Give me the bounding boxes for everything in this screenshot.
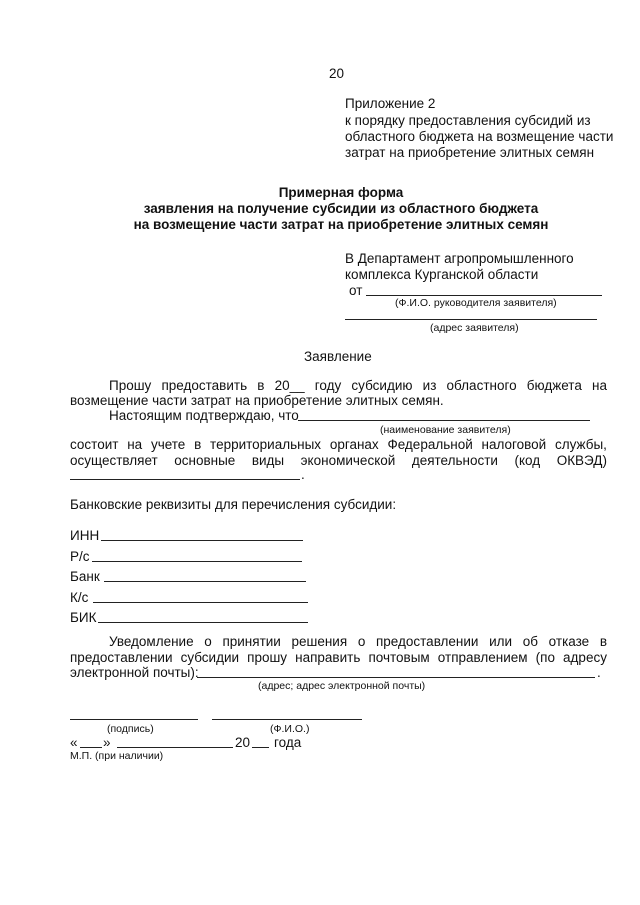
word: в xyxy=(599,634,607,649)
word: Федеральной xyxy=(387,437,473,452)
word: Уведомление xyxy=(109,634,194,649)
word: субсидии xyxy=(180,650,240,665)
inn-label: ИНН xyxy=(70,528,100,543)
word: службы, xyxy=(555,437,607,452)
address-hint: (адрес заявителя) xyxy=(430,322,519,334)
word: областного xyxy=(446,378,517,393)
word: принятии xyxy=(222,634,281,649)
day-field[interactable] xyxy=(80,747,102,748)
word: отказе xyxy=(548,634,590,649)
paragraph-line xyxy=(70,453,607,468)
word: отправлением xyxy=(437,650,528,665)
bank-field[interactable] xyxy=(104,581,306,582)
word: (код xyxy=(514,453,541,468)
inn-field[interactable] xyxy=(101,540,303,541)
word: деятельности xyxy=(411,453,498,468)
appendix-title: Приложение 2 xyxy=(345,96,436,111)
word: или xyxy=(489,634,513,649)
paragraph-line xyxy=(70,650,607,665)
email-hint: (адрес; адрес электронной почты) xyxy=(258,680,426,692)
word: почтовым xyxy=(368,650,430,665)
date-open-quote: « xyxy=(70,735,78,750)
appendix-line: областного бюджета на возмещение части xyxy=(345,129,614,144)
bank-header: Банковские реквизиты для перечисления субсидии: xyxy=(70,497,397,512)
word: об xyxy=(522,634,539,649)
email-label: электронной почты): xyxy=(70,665,199,680)
account-label: Р/с xyxy=(70,549,90,564)
applicant-name-field[interactable] xyxy=(298,420,590,421)
signature-hint: (подпись) xyxy=(107,723,154,735)
stamp-note: М.П. (при наличии) xyxy=(70,750,164,762)
word: предоставить xyxy=(161,378,248,393)
applicant-hint: (наименование заявителя) xyxy=(380,424,511,436)
word: предоставлении xyxy=(375,634,479,649)
paragraph-line xyxy=(109,378,607,393)
word: предоставлении xyxy=(70,650,173,665)
okved-field[interactable] xyxy=(70,479,300,480)
word: состоит xyxy=(70,437,119,452)
word: в xyxy=(257,378,265,393)
page-number: 20 xyxy=(329,66,345,81)
bank-label: Банк xyxy=(70,569,100,584)
form-title-line: заявления на получение субсидии из областного бюджета xyxy=(143,201,539,216)
word: субсидию xyxy=(351,378,413,393)
form-title-line: Примерная форма xyxy=(278,185,404,200)
word: адресу xyxy=(563,650,607,665)
word: о xyxy=(204,634,212,649)
word: учете xyxy=(150,437,186,452)
word: органах xyxy=(329,437,379,452)
word: на xyxy=(127,437,143,452)
confirm-label: Настоящим подтверждаю, что xyxy=(109,408,299,423)
appendix-line: затрат на приобретение элитных семян xyxy=(345,145,595,160)
word: (по xyxy=(535,650,555,665)
corr-account-field[interactable] xyxy=(93,602,308,603)
word: году xyxy=(314,378,342,393)
word: экономической xyxy=(300,453,396,468)
word: решения xyxy=(291,634,348,649)
year-prefix: 20 xyxy=(235,735,251,750)
signature-field[interactable] xyxy=(70,719,198,720)
paragraph-line xyxy=(109,634,607,649)
addressee-line: В Департамент агропромышленного xyxy=(345,251,574,266)
paragraph-line: возмещение части затрат на приобретение элитных семян. xyxy=(70,393,444,408)
word: из xyxy=(422,378,437,393)
word: налоговой xyxy=(481,437,547,452)
year-suffix: года xyxy=(274,735,302,750)
word: осуществляет xyxy=(70,453,158,468)
bik-label: БИК xyxy=(70,610,97,625)
account-field[interactable] xyxy=(92,561,302,562)
word: территориальных xyxy=(210,437,322,452)
word: в xyxy=(194,437,202,452)
word: виды xyxy=(251,453,285,468)
year-field[interactable] xyxy=(252,747,269,748)
email-address-field[interactable] xyxy=(197,677,595,678)
signer-fio-hint: (Ф.И.О.) xyxy=(270,723,310,735)
word: направить xyxy=(295,650,361,665)
word: прошу xyxy=(247,650,288,665)
period: . xyxy=(597,665,601,680)
fio-field[interactable] xyxy=(366,295,602,296)
word: Прошу xyxy=(109,378,152,393)
addressee-line: комплекса Курганской области xyxy=(345,267,539,282)
signer-fio-field[interactable] xyxy=(212,719,362,720)
bik-field[interactable] xyxy=(98,622,308,623)
word: ОКВЭД) xyxy=(556,453,607,468)
word: основные xyxy=(174,453,236,468)
from-label: от xyxy=(349,283,363,298)
word: бюджета xyxy=(526,378,582,393)
statement-title: Заявление xyxy=(304,349,372,364)
corr-account-label: К/с xyxy=(70,590,89,605)
word: 20__ xyxy=(274,378,305,393)
fio-hint: (Ф.И.О. руководителя заявителя) xyxy=(395,297,557,309)
period: . xyxy=(301,467,305,482)
appendix-line: к порядку предоставления субсидий из xyxy=(345,113,591,128)
word: на xyxy=(592,378,607,393)
month-field[interactable] xyxy=(117,747,233,748)
word: о xyxy=(357,634,366,649)
paragraph-line xyxy=(70,437,607,452)
address-field[interactable] xyxy=(345,319,597,320)
form-title-line: на возмещение части затрат на приобретение элитных семян xyxy=(133,217,549,232)
date-close-quote: » xyxy=(103,735,111,750)
